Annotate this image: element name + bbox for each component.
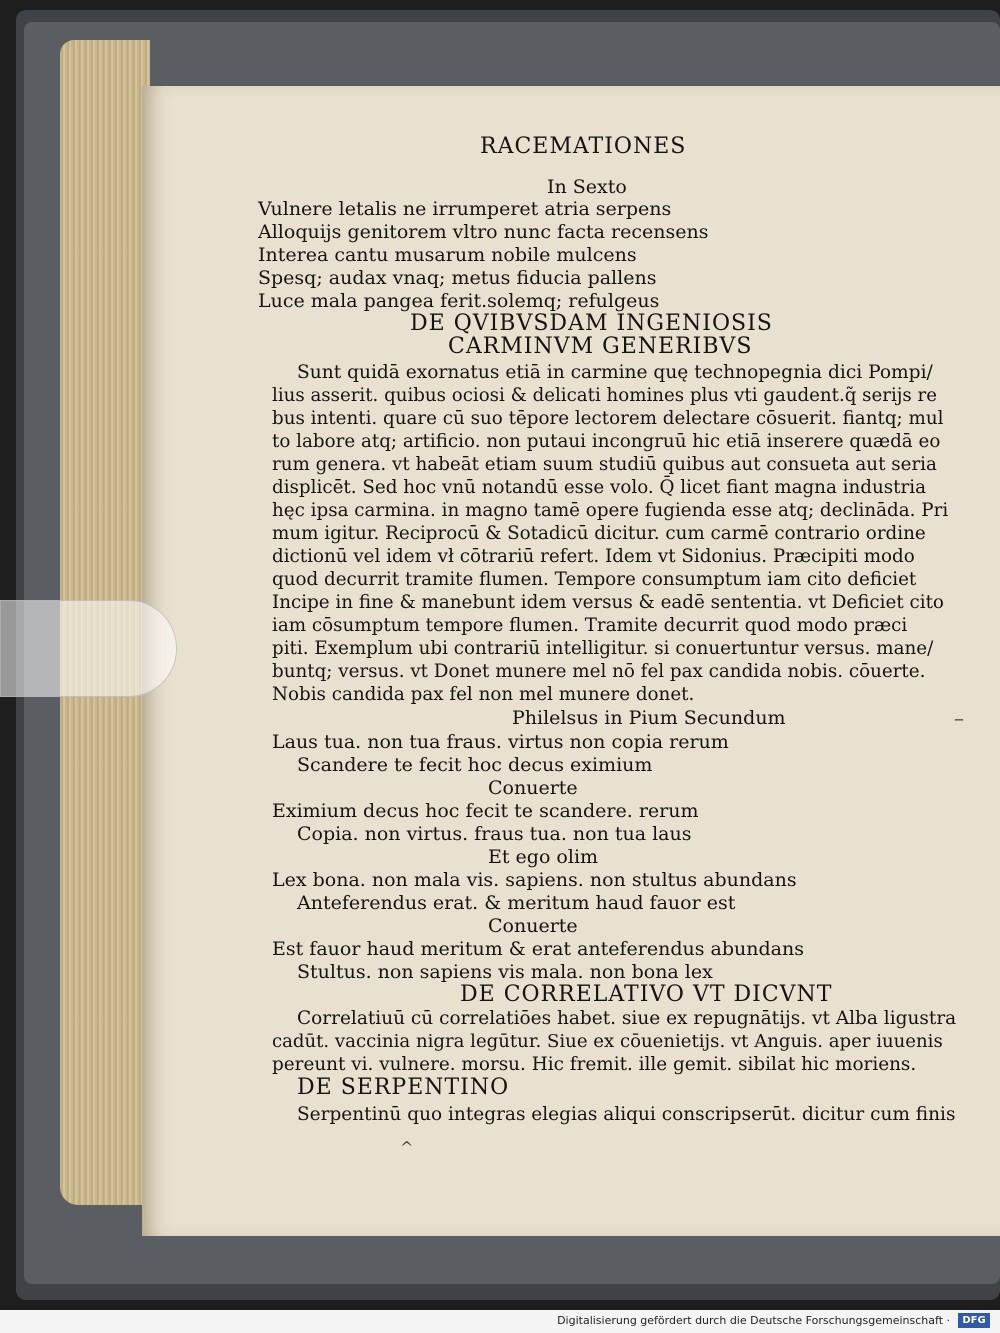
text-line: displicēt. Sed hoc vnū notandū esse volo. Q̄ licet fiant magna industria bbox=[272, 477, 926, 498]
text-line: to labore atq; artificio. non putaui incongruū hic etiā inserere quædā eo bbox=[272, 431, 941, 452]
text-line: Serpentinū quo integras elegias aliqui conscripserūt. dicitur cum finis bbox=[297, 1104, 956, 1125]
text-line: Conuerte bbox=[488, 777, 578, 799]
text-line: Stultus. non sapiens vis mala. non bona lex bbox=[297, 961, 713, 983]
running-title: RACEMATIONES bbox=[480, 134, 687, 159]
text-line: Luce mala pangea ferit.solemq; refulgeus bbox=[258, 290, 660, 312]
text-line: Lex bona. non mala vis. sapiens. non stultus abundans bbox=[272, 869, 797, 891]
text-line: Copia. non virtus. fraus tua. non tua laus bbox=[297, 823, 692, 845]
text-line: Spesq; audax vnaq; metus fiducia pallens bbox=[258, 267, 657, 289]
text-line: Correlatiuū cū correlatiōes habet. siue ex repugnātijs. vt Alba ligustra bbox=[297, 1008, 957, 1029]
section-heading: DE CORRELATIVO VT DICVNT bbox=[460, 982, 833, 1007]
text-line: Interea cantu musarum nobile mulcens bbox=[258, 244, 637, 266]
book-page bbox=[142, 86, 1000, 1236]
text-line: Est fauor haud meritum & erat anteferendus abundans bbox=[272, 938, 804, 960]
section-heading: DE SERPENTINO bbox=[297, 1075, 510, 1100]
text-line: mum igitur. Reciprocū & Sotadicū dicitur. cum carmē contrario ordine bbox=[272, 523, 926, 544]
signature-mark: ^ bbox=[400, 1138, 414, 1157]
footer-bar bbox=[0, 1310, 1000, 1333]
text-line: quod decurrit tramite flumen. Tempore consumptum iam cito deficiet bbox=[272, 569, 917, 590]
text-line: Vulnere letalis ne irrumperet atria serpens bbox=[258, 198, 672, 220]
text-line: rum genera. vt habeāt etiam suum studiū quibus aut consueta aut seria bbox=[272, 454, 937, 475]
text-line: iam cōsumptum tempore flumen. Tramite decurrit quod modo præci bbox=[272, 615, 908, 636]
text-line: piti. Exemplum ubi contrariū intelligitur. si conuertuntur versus. mane/ bbox=[272, 638, 934, 659]
text-line: Alloquijs genitorem vltro nunc facta recensens bbox=[258, 221, 709, 243]
page-holder-bar bbox=[0, 600, 177, 697]
text-line: Sunt quidā exornatus etiā in carmine quę technopegnia dici Pompi/ bbox=[297, 362, 933, 383]
text-line: dictionū vel idem vł cōtrariū refert. Idem vt Sidonius. Præcipiti modo bbox=[272, 546, 915, 567]
text-line: pereunt vi. vulnere. morsu. Hic fremit. ille gemit. sibilat hic moriens. bbox=[272, 1054, 917, 1075]
text-line: Anteferendus erat. & meritum haud fauor est bbox=[297, 892, 736, 914]
text-line: In Sexto bbox=[547, 176, 627, 198]
section-heading: CARMINVM GENERIBVS bbox=[448, 334, 753, 359]
text-line: Scandere te fecit hoc decus eximium bbox=[297, 754, 653, 776]
text-line: Eximium decus hoc fecit te scandere. rerum bbox=[272, 800, 699, 822]
text-line: cadūt. vaccinia nigra legūtur. Siue ex cōuenietijs. vt Anguis. aper iuuenis bbox=[272, 1031, 943, 1052]
text-line: bus intenti. quare cū suo tēpore lectorem delectare cōsuerit. fiantq; mul bbox=[272, 408, 944, 429]
text-line: buntq; versus. vt Donet munere mel nō fel pax candida nobis. cōuerte. bbox=[272, 661, 926, 682]
text-line: Incipe in fine & manebunt idem versus & eadē sententia. vt Deficiet cito bbox=[272, 592, 944, 613]
section-heading: DE QVIBVSDAM INGENIOSIS bbox=[410, 311, 773, 336]
text-line: Nobis candida pax fel non mel munere donet. bbox=[272, 684, 695, 705]
text-line: lius asserit. quibus ociosi & delicati homines plus vti gaudent.q̃ serijs re bbox=[272, 385, 937, 406]
text-line: Laus tua. non tua fraus. virtus non copia rerum bbox=[272, 731, 729, 753]
text-line: hęc ipsa carmina. in magno tamē opere fugienda esse atq; declināda. Pri bbox=[272, 500, 949, 521]
text-line: Et ego olim bbox=[488, 846, 599, 868]
text-line: Philelsus in Pium Secundum bbox=[512, 707, 786, 729]
marginal-dash: – bbox=[954, 706, 964, 730]
dfg-logo: DFG bbox=[958, 1313, 990, 1328]
text-line: Conuerte bbox=[488, 915, 578, 937]
funding-credit: Digitalisierung gefördert durch die Deutsche Forschungsgemeinschaft · bbox=[557, 1314, 950, 1327]
